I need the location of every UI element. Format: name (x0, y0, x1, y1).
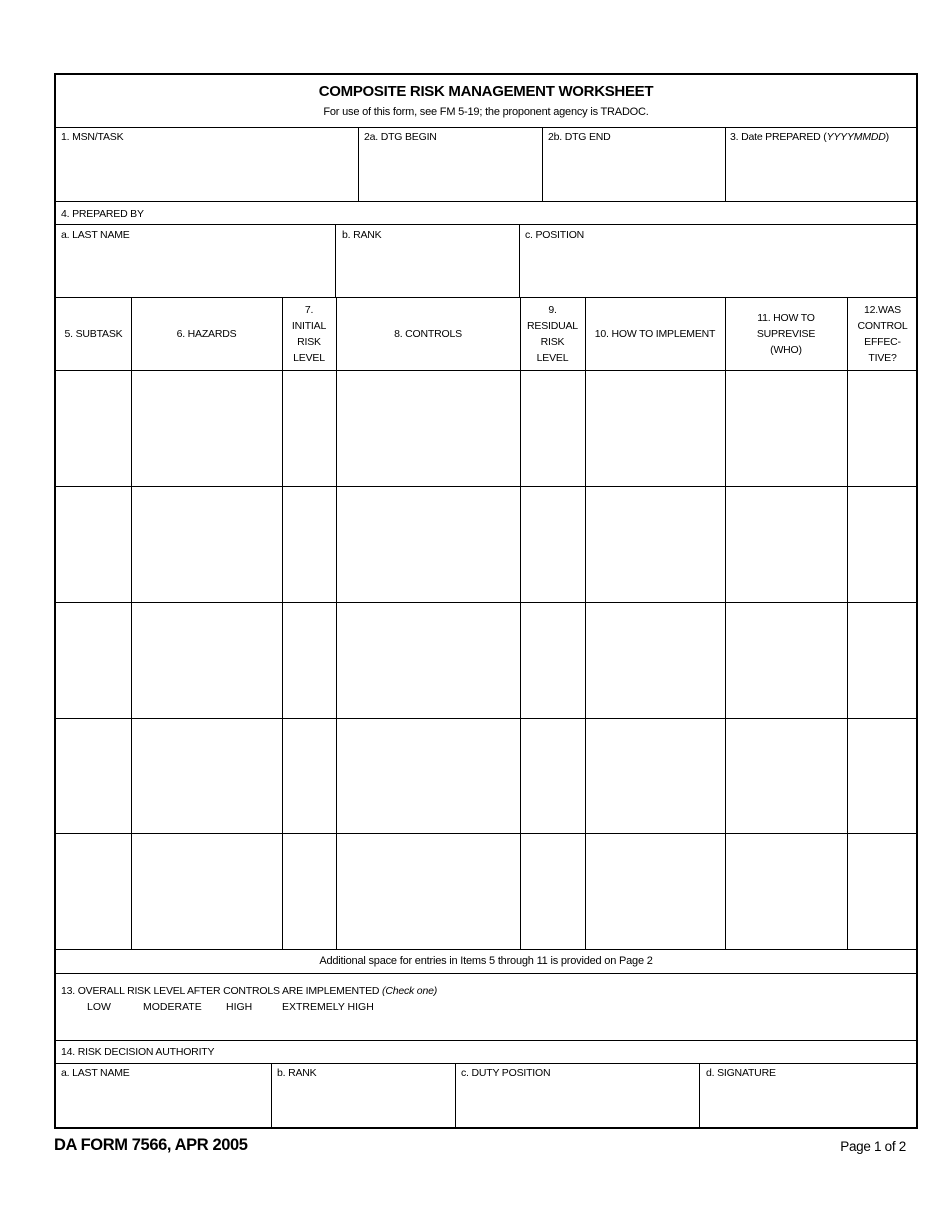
header-was-control-effective: 12.WAS CONTROL EFFEC- TIVE? (857, 304, 908, 364)
risk-option-extremely-high[interactable]: EXTREMELY HIGH (282, 1001, 374, 1013)
table-row[interactable] (56, 371, 918, 486)
risk-option-moderate[interactable]: MODERATE (143, 1001, 202, 1013)
form-subtitle: For use of this form, see FM 5-19; the proponent agency is TRADOC. (323, 106, 649, 118)
divider (56, 949, 916, 950)
risk-option-low[interactable]: LOW (87, 1001, 111, 1013)
msn-task-label: 1. MSN/TASK (61, 131, 124, 143)
risk-option-high[interactable]: HIGH (226, 1001, 253, 1013)
risk-authority-label: 14. RISK DECISION AUTHORITY (61, 1046, 215, 1058)
table-row[interactable] (56, 719, 918, 833)
form-title: COMPOSITE RISK MANAGEMENT WORKSHEET (318, 83, 654, 100)
preparer-rank-label: b. RANK (342, 229, 382, 241)
preparer-position-label: c. POSITION (525, 229, 585, 241)
overall-risk-text: 13. OVERALL RISK LEVEL AFTER CONTROLS ARE IMPLEMENTED (61, 985, 383, 997)
header-controls: 8. CONTROLS (394, 328, 462, 340)
authority-duty-position-label: c. DUTY POSITION (461, 1067, 551, 1079)
additional-space-note: Additional space for entries in Items 5 through 11 is provided on Page 2 (319, 955, 653, 967)
authority-signature-label: d. SIGNATURE (706, 1067, 776, 1079)
form-id: DA FORM 7566, APR 2005 (54, 1136, 248, 1154)
dtg-end-label: 2b. DTG END (548, 131, 611, 143)
divider (56, 1040, 916, 1041)
form-frame (54, 73, 918, 1129)
date-prepared-text: 3. Date PREPARED ( (730, 131, 827, 143)
overall-risk-label (61, 985, 437, 997)
preparer-last-name-label: a. LAST NAME (61, 229, 130, 241)
date-format-text: YYYYMMDD (826, 131, 886, 143)
header-hazards: 6. HAZARDS (176, 328, 237, 340)
header-how-to-supervise: 11. HOW TO SUPREVISE (WHO) (756, 312, 816, 356)
authority-rank-label: b. RANK (277, 1067, 317, 1079)
prepared-by-label: 4. PREPARED BY (61, 208, 144, 220)
divider (56, 973, 916, 974)
authority-last-name-label: a. LAST NAME (61, 1067, 130, 1079)
table-row[interactable] (56, 487, 918, 602)
table-row[interactable] (56, 603, 918, 718)
header-initial-risk-level: 7. INITIAL RISK LEVEL (291, 304, 327, 364)
header-subtask: 5. SUBTASK (64, 328, 123, 340)
date-prepared-label (730, 131, 889, 143)
table-row[interactable] (56, 834, 918, 949)
overall-risk-hint: (Check one) (382, 985, 438, 997)
header-how-to-implement: 10. HOW TO IMPLEMENT (594, 328, 716, 340)
page-number: Page 1 of 2 (840, 1139, 906, 1154)
dtg-begin-label: 2a. DTG BEGIN (364, 131, 437, 143)
date-close-text: ) (885, 131, 889, 143)
divider (56, 201, 916, 202)
header-residual-risk-level: 9. RESIDUAL RISK LEVEL (527, 304, 578, 364)
